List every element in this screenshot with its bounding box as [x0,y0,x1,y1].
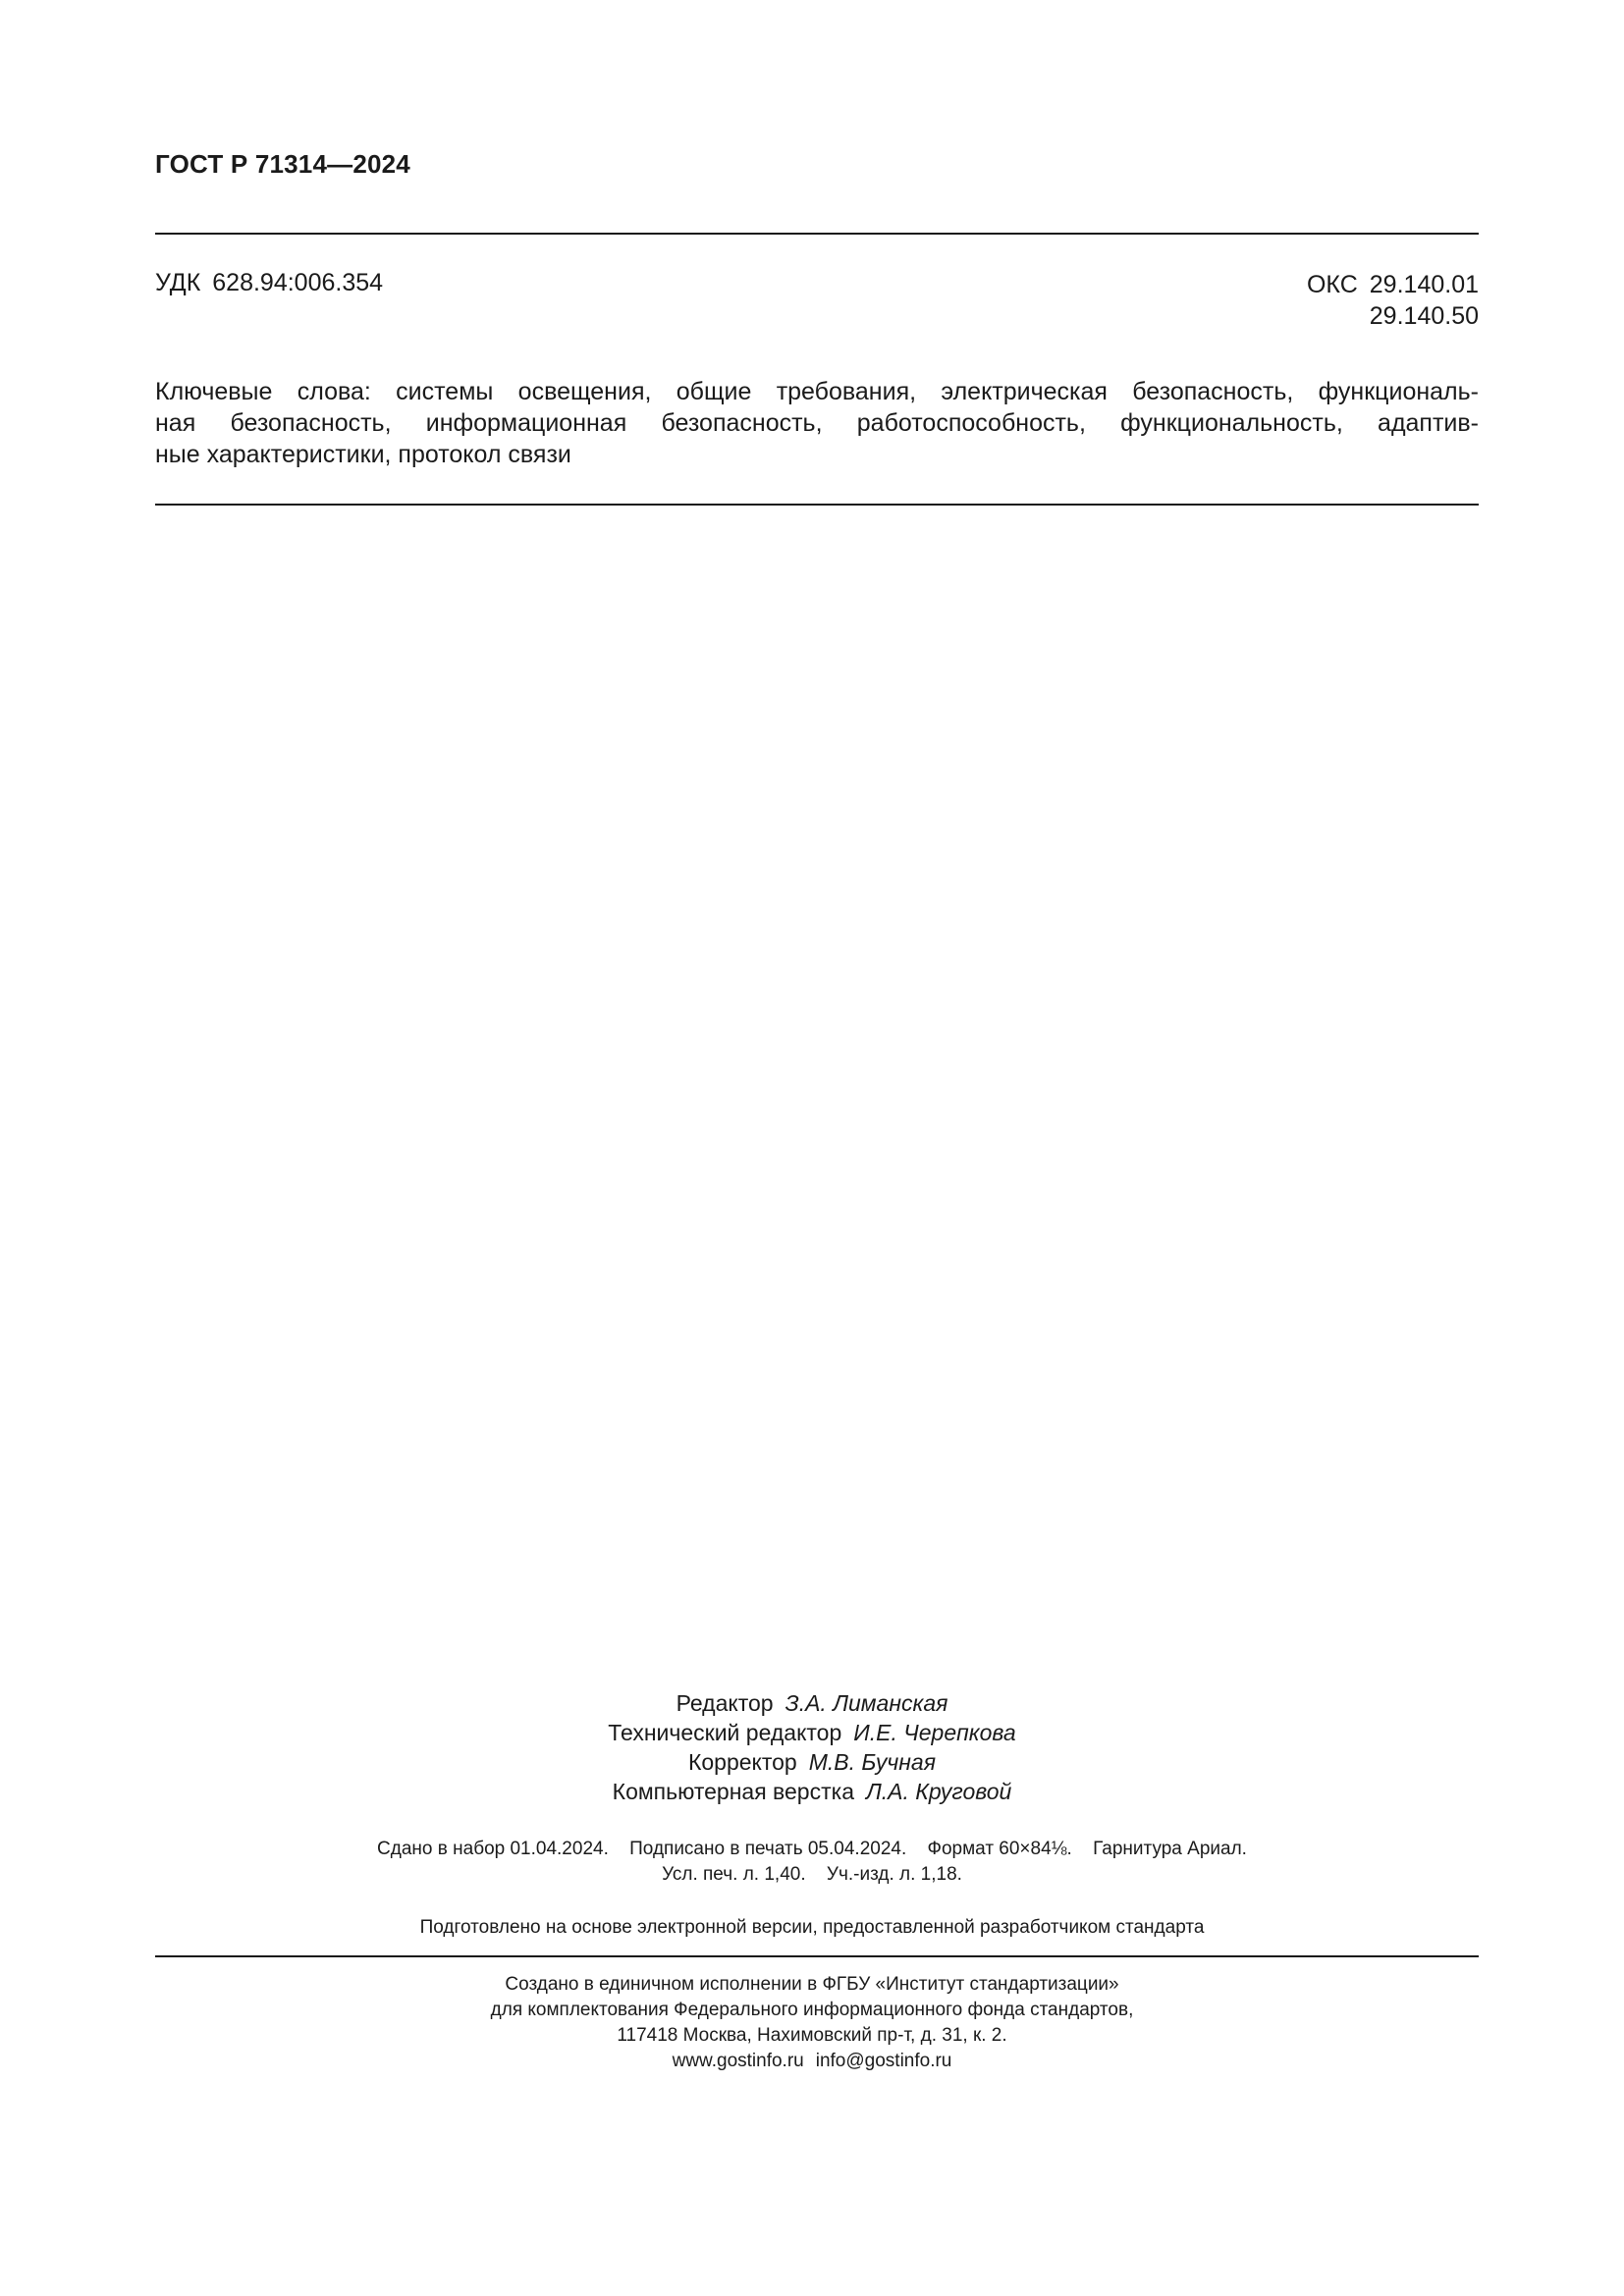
footer-line-2: для комплектования Федерального информационного фонда стандартов, [490,2000,1134,2020]
credit-technical-editor [0,1718,1624,1747]
oks-line-2 [1307,300,1479,332]
credit-name: И.Е. Черепкова [853,1720,1016,1745]
oks-label: ОКС [1306,271,1358,298]
credit-role: Редактор [676,1690,774,1716]
typeface: Гарнитура Ариал. [1093,1839,1247,1859]
typeset-date: Сдано в набор 01.04.2024. [377,1839,609,1859]
publisher-footer [0,1972,1624,2074]
divider-keywords [155,504,1479,506]
standard-code: ГОСТ Р 71314—2024 [155,149,410,179]
publishing-sheets: Уч.-изд. л. 1,18. [826,1864,962,1885]
keywords-line-3: ные характеристики, протокол связи [155,441,571,468]
credit-name: М.В. Бучная [808,1749,937,1775]
keywords-block [155,376,1479,470]
print-info [0,1837,1624,1888]
credits-block [0,1688,1624,1806]
credit-role: Компьютерная верстка [612,1779,854,1804]
oks-value-1: 29.140.01 [1369,271,1479,298]
website-link[interactable]: www.gostinfo.ru [672,2051,804,2071]
oks-line-1 [1307,269,1479,300]
credit-proofreader [0,1747,1624,1777]
footer-contacts [0,2049,1624,2074]
credit-role: Корректор [687,1749,797,1775]
credit-layout [0,1777,1624,1806]
email-link[interactable]: info@gostinfo.ru [815,2051,952,2071]
credit-editor [0,1688,1624,1718]
keywords-line-2: ная безопасность, информационная безопасность, работоспособность, функциональность, адаптив- [155,409,1479,437]
divider-top [155,233,1479,235]
udk-classification [155,269,383,297]
keywords-line-1: Ключевые слова: системы освещения, общие требования, электрическая безопасность, функциональ- [155,378,1479,405]
prepared-note: Подготовлено на основе электронной версии, предоставленной разработчиком стандарта [419,1917,1205,1938]
divider-footer [155,1955,1479,1957]
udk-label: УДК [155,269,201,296]
print-info-line-1 [0,1837,1624,1862]
signed-date: Подписано в печать 05.04.2024. [629,1839,907,1859]
udk-value: 628.94:006.354 [212,269,384,296]
oks-classification [1307,269,1479,332]
credit-name: З.А. Лиманская [785,1690,948,1716]
format: Формат 60×84⅛. [927,1839,1072,1859]
print-info-line-2 [0,1862,1624,1888]
footer-address: 117418 Москва, Нахимовский пр-т, д. 31, к. 2. [617,2025,1007,2046]
credit-role: Технический редактор [608,1720,842,1745]
footer-line-1: Создано в единичном исполнении в ФГБУ «Институт стандартизации» [505,1974,1119,1995]
printed-sheets: Усл. печ. л. 1,40. [662,1864,806,1885]
credit-name: Л.А. Круговой [866,1779,1012,1804]
oks-value-2: 29.140.50 [1369,302,1479,330]
